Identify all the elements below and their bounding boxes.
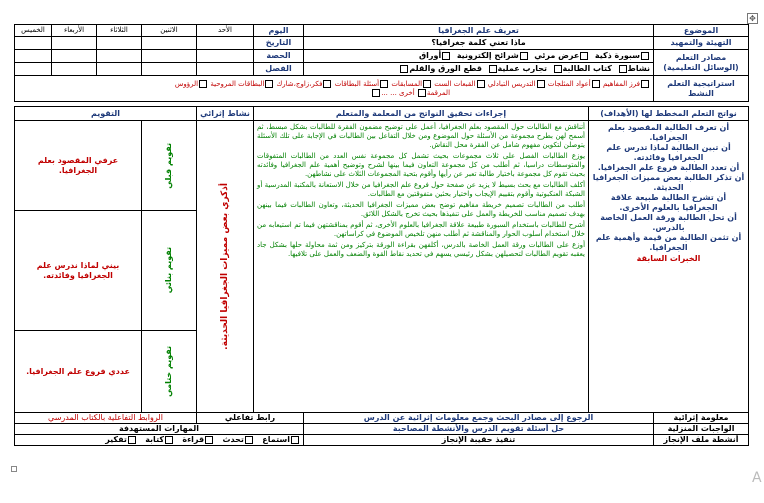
day-tuesday: الثلاثاء [97,25,142,37]
checkbox-icon[interactable] [442,52,450,60]
checkbox-icon[interactable] [372,89,380,97]
checkbox-icon[interactable] [205,436,213,444]
strategy-label: استراتيجية التعلم النشط [654,76,749,102]
checkbox-icon[interactable] [128,436,136,444]
topic-label: الموضوع [654,25,749,37]
checkbox-icon[interactable] [199,80,207,88]
enrich-info-value: الرجوع إلى مصادر البحث وجمع معلومات إثرائية عن الدرس [304,413,654,424]
checkbox-icon[interactable] [323,80,331,88]
enrichment-text: أذكري بعض مميزات الجغرافيا الحديثة. [220,183,230,350]
topic-value: تعريف علم الجغرافيا [304,25,654,37]
checkbox-icon[interactable] [400,65,408,73]
checkbox-icon[interactable] [380,80,388,88]
date-label: التاريخ [254,37,304,50]
skills-label: المهارات المستهدفة [15,424,304,435]
period-label: الحصة [254,50,304,63]
intro-value: ماذا تعني كلمة جغرافيا؟ [304,37,654,50]
portfolio-label: أنشطة ملف الإنجاز [654,435,749,446]
checkbox-icon[interactable] [520,52,528,60]
objective-item: أن تذكر الطالبة بعض مميزات الجغرافيا الحديثة. [592,173,745,192]
homework-label: الواجبات المنزلية [654,424,749,435]
procedure-item: أوزع على الطالبات ورقة العمل الخاصة بالدرس، أكلفهن بقراءة الورقة بتركيز ومن ثمة محاولة حلها بشكل جاد يعقبه تقويم الطالبات لتحصيلهن بشكل رئيسي يسهم في تحديد نقاط القوة والضعف والعمل على تلافيها. [257,241,586,258]
lesson-plan-sheet [14,24,748,446]
checkbox-icon[interactable] [423,80,431,88]
day-monday: الاثنين [142,25,197,37]
checkbox-icon[interactable] [554,65,562,73]
procedures-header: إجراءات تحقيق النواتج من المعلمة والمتعلم [254,107,589,121]
outcomes-header: نواتج التعلم المخطط لها (الأهداف) [589,107,749,121]
procedure-item: أشرح للطالبات باستخدام السبورة طبيعة علاقة الجغرافيا بالعلوم الأخرى، ثم أقوم بمناقشتهن فيما تم استيعابه من خلال استخدام أسلوب الحوار والمناقشة ثم أطلب منهن تلخيص الموضوع في كراساتهن. [257,221,586,238]
enrichment-cell [197,121,254,413]
enrich-info-label: معلومة إثرائية [654,413,749,424]
intro-label: التهيئة والتمهيد [654,37,749,50]
page-edge-letter: A [752,470,762,486]
day-sunday: الأحد [197,25,254,37]
objective-item: أن تثمن الطالبة من قيمة وأهمية علم الجغرافيا. [595,233,742,252]
resources-line-1: سبورة ذكية عرض مرئي شرائح إلكترونية أوراق [304,50,654,63]
procedure-item: يوزع الطالبات الفصل على ثلاث مجموعات بحيث تشمل كل مجموعة نفس العدد من الطالبات المتفوقات والمتوسطات دراسيا، ثم أطلب من كل مجموعة التعاون فيما بينها لشرح وتوضيح أهمية علم الجغرافيا وفائدته بحيث تقوم كل مجموعة باختيار طالبة تعبر عن رأيها وأقوم بتحية المجموعات الثلاث على نشاطهن. [257,152,586,178]
class-label: الفصل [254,63,304,76]
assessment-label-pre: تقويم قبلي [142,121,197,211]
procedure-item: أتناقش مع الطالبات حول المقصود بعلم الجغرافيا، أعمل على توضيح مضمون الفقرة للطالبات بشكل مبسط، ثم أسمح لهن بطرح مجموعة من الأسئلة حول الموضوع ومن خلال التفاعل بين الطالبات في الإجابة على تلك الأسئلة يتوصلن لتكوين مفهوم شامل عن الفقرة محل النقاش. [257,123,586,149]
checkbox-icon[interactable] [477,80,485,88]
checkbox-icon[interactable] [165,436,173,444]
activity-header: نشاط إثرائي [197,107,254,121]
procedure-item: أكلف الطالبات مع بحث بسيط لا يزيد عن صفحة حول فروع علم الجغرافيا من خلال الاستعانة بالمكتبة المدرسية أو الشبكة العنكبوتية وأقوم بتقييم الإيجاب واختيار بحثين متفوقتين مع الطالبات. [257,181,586,198]
table-move-handle-icon[interactable]: ✥ [747,13,758,24]
procedures-cell [254,121,589,413]
portfolio-value: تنفيذ حقيبة الإنجاز [304,435,654,446]
checkbox-icon[interactable] [592,80,600,88]
interactive-value[interactable]: الروابط التفاعلية بالكتاب المدرسي [15,413,197,424]
interactive-label: رابط تفاعلي [197,413,304,424]
checkbox-icon[interactable] [245,436,253,444]
prior-experience: الخبرات السابقة [636,254,701,263]
checkbox-icon[interactable] [619,65,627,73]
assessment-text-formative: بيني لماذا ندرس علم الجغرافيا وفائدته. [15,211,142,331]
resources-label: مصادر التعلم (الوسائل التعليمية) [654,50,749,76]
day-label: اليوم [254,25,304,37]
procedure-item: أطلب من الطالبات تصميم خريطة مفاهيم توضح بعض مميزات الجغرافيا الحديثة، وتعاون الطالبات فيما بينهن بهدف تصميم مناسب للخريطة والعمل على تنفيذها بحيث تخرج بالشكل اللائق. [257,201,586,218]
resources-line-2: نشاط كتاب الطالبة تجارب عملية قطع الورق والقلم [304,63,654,76]
skills-options: استماع تحدث قراءة كتابة تفكير [15,435,304,446]
assessment-text-pre: عرفي المقصود بعلم الجغرافيا. [15,121,142,211]
day-wednesday: الأربعاء [52,25,97,37]
assessment-header: التقويم [15,107,197,121]
table-resize-handle[interactable] [11,466,17,472]
assessment-label-formative: تقويم بنائي [142,211,197,331]
checkbox-icon[interactable] [580,52,588,60]
strategy-options: فرز المفاهيم أعواد المثلجات التدريس التبادلي القبعات الست المسابقات أسئلة البطاقات فكر،زاوج،شارك البطاقات المروحية الرؤوس المرقمة أخرى ... ... [15,76,654,102]
checkbox-icon[interactable] [537,80,545,88]
checkbox-icon[interactable] [418,89,426,97]
checkbox-icon[interactable] [265,80,273,88]
checkbox-icon[interactable] [641,80,649,88]
assessment-label-final: تقويم ختامي [142,331,197,413]
objectives-cell [589,121,749,413]
homework-value: حل أسئلة تقويم الدرس والأنشطة المصاحبة [304,424,654,435]
checkbox-icon[interactable] [641,52,649,60]
objective-item: أن تشرح الطالبة طبيعة علاقة الجغرافيا بالعلوم الأخرى. [610,193,727,212]
objective-item: أن تعرف الطالبة المقصود بعلم الجغرافيا. [607,123,730,142]
lesson-plan-table [14,24,749,446]
objective-item: أن تبين الطالبة لماذا تدرس علم الجغرافيا وفائدته. [606,143,731,162]
objective-item: أن تعدد الطالبة فروع علم الجغرافيا. [597,163,740,172]
objective-item: أن تحل الطالبة ورقة العمل الخاصة بالدرس. [600,213,737,232]
checkbox-icon[interactable] [489,65,497,73]
assessment-text-final: عددي فروع علم الجغرافيا. [15,331,142,413]
day-thursday: الخميس [15,25,52,37]
checkbox-icon[interactable] [291,436,299,444]
